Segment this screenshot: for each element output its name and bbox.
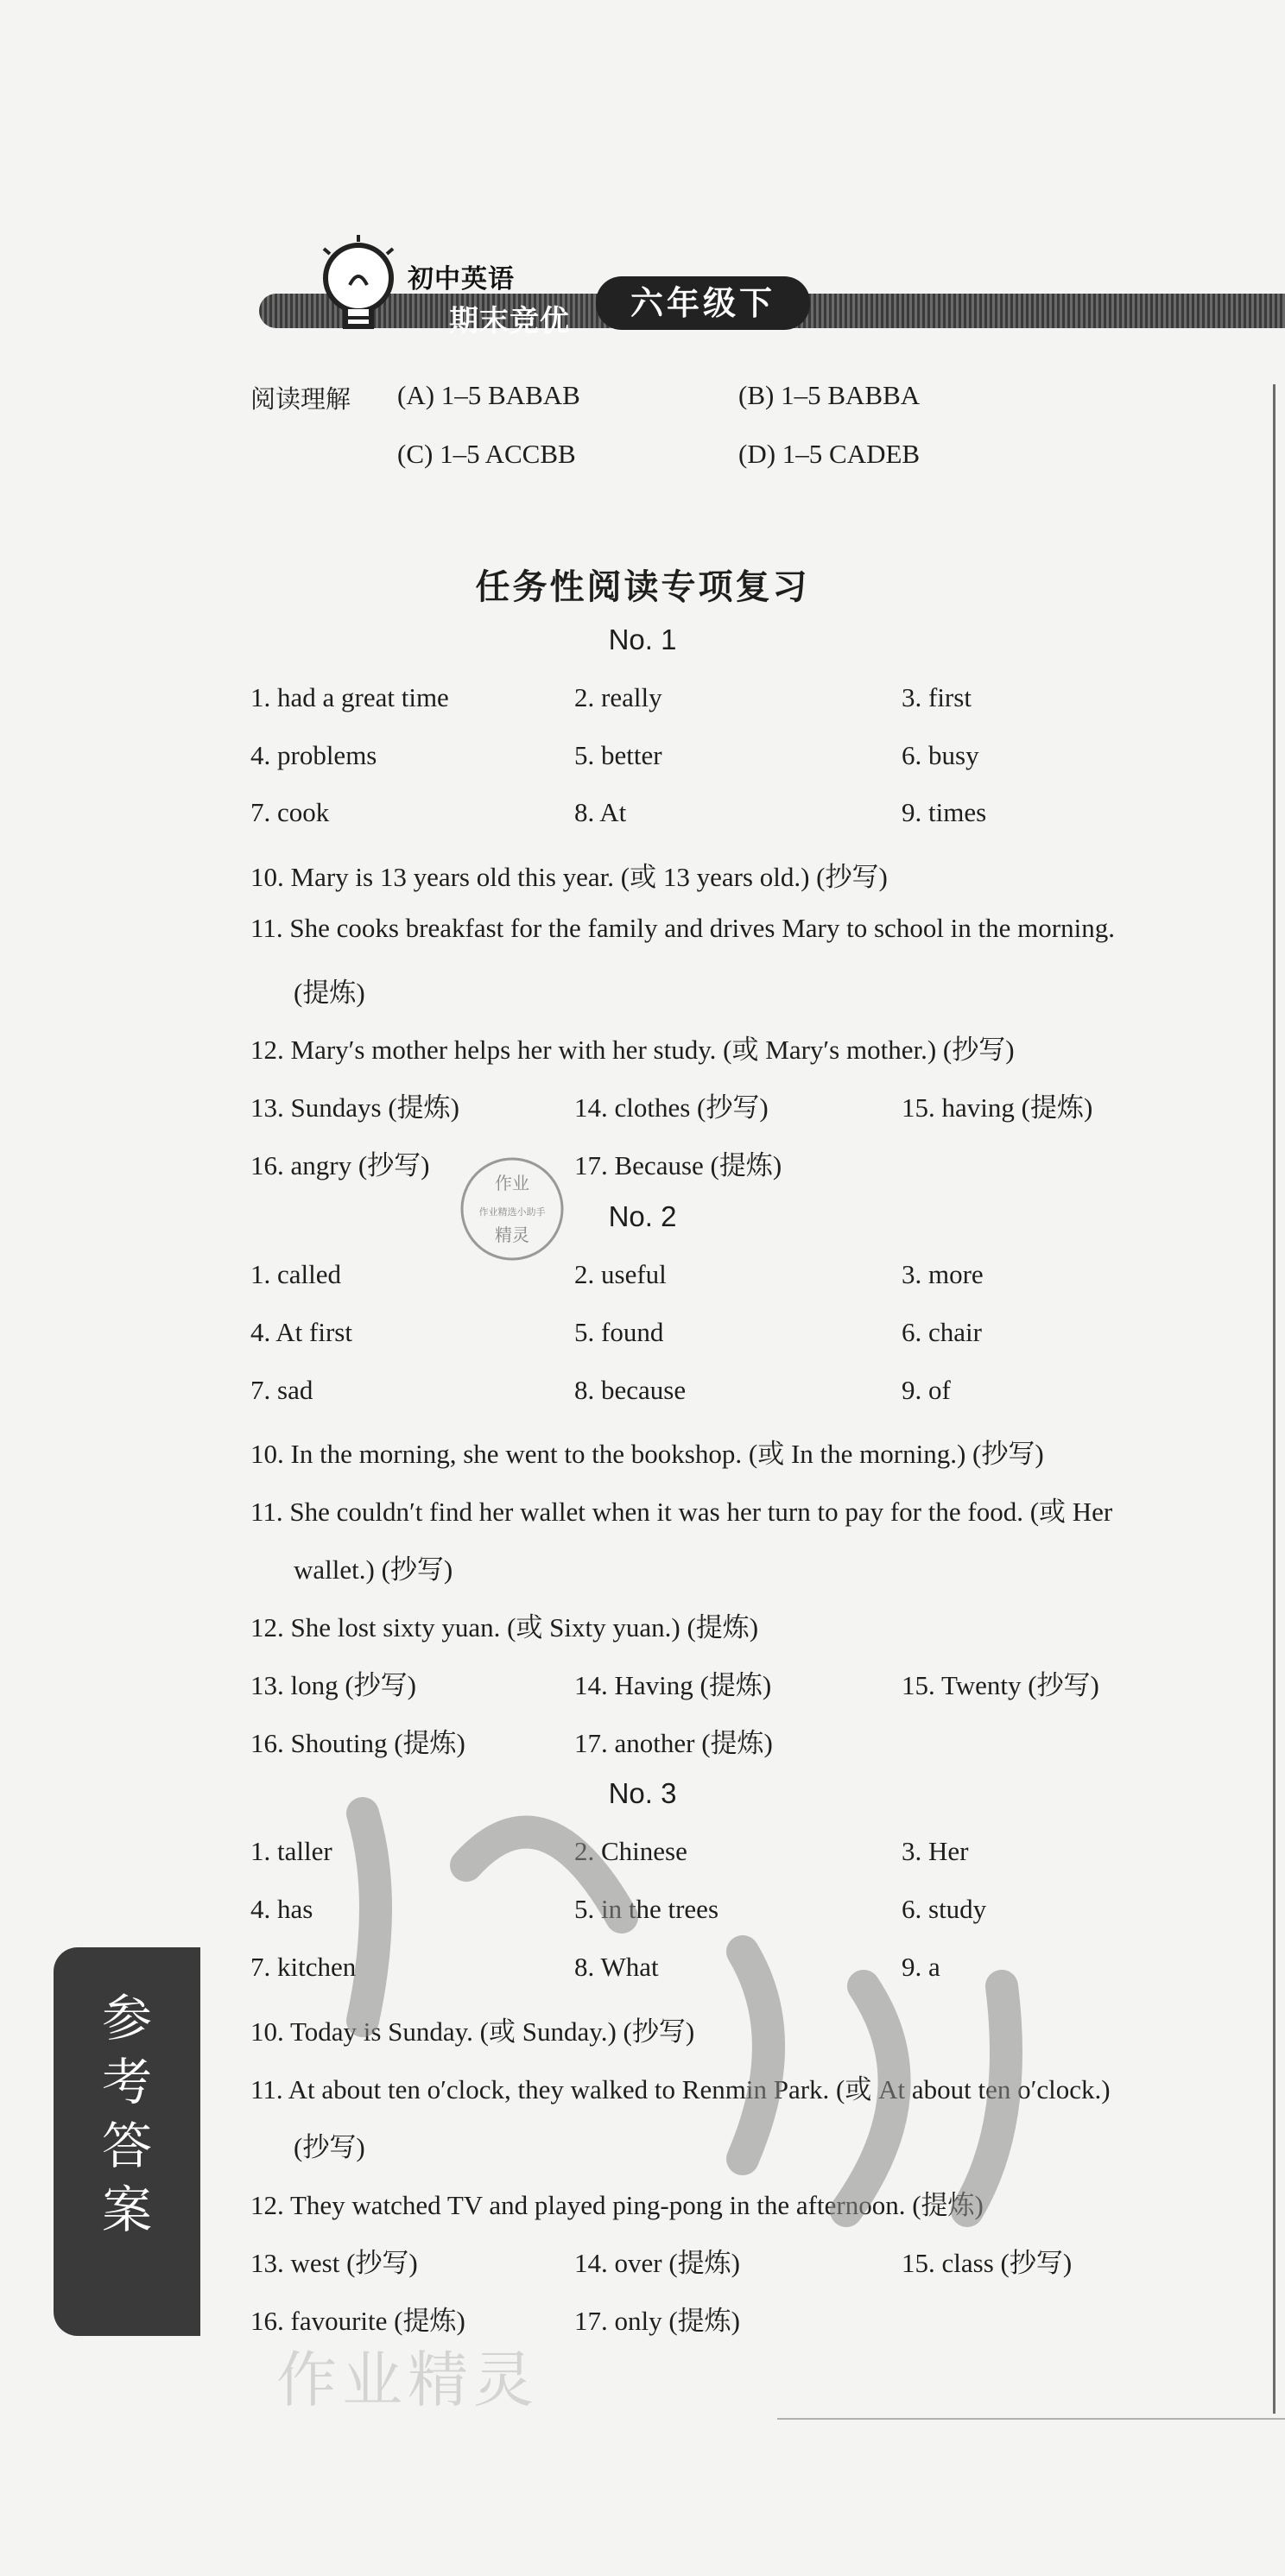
- answer-item: 15. Twenty (抄写): [902, 1670, 1099, 1700]
- answer-item: 3. first: [902, 682, 972, 712]
- answer-item: 3. more: [902, 1259, 984, 1289]
- brand-title: 期末竞优: [449, 304, 570, 339]
- answer-item: 15. having (提炼): [902, 1092, 1093, 1123]
- answer-line: 11. She cooks breakfast for the family and drives Mary to school in the morning.: [250, 913, 1115, 943]
- answer-item: 17. Because (提炼): [574, 1150, 782, 1180]
- answer-item: 9. a: [902, 1952, 940, 1982]
- answer-item: 8. At: [574, 797, 627, 827]
- answer-key-tab-label: 参考答案: [101, 1989, 152, 2239]
- reading-answer-a: (A) 1–5 BABAB: [397, 380, 580, 410]
- answer-item: 1. called: [250, 1259, 342, 1289]
- answer-item: 5. in the trees: [574, 1894, 719, 1924]
- reading-answer-c: (C) 1–5 ACCBB: [397, 439, 576, 469]
- answer-item: 2. useful: [574, 1259, 667, 1289]
- stamp-bottom-text: 精灵: [495, 1225, 529, 1245]
- answer-item: 16. favourite (提炼): [250, 2306, 465, 2336]
- answer-item: 14. Having (提炼): [574, 1670, 772, 1700]
- answer-item: 16. Shouting (提炼): [250, 1728, 465, 1758]
- reading-label: 阅读理解: [250, 384, 351, 414]
- answer-item: 13. Sundays (提炼): [250, 1092, 459, 1123]
- watermark-label: 作业精灵: [276, 2345, 539, 2415]
- answer-item: 2. Chinese: [574, 1836, 687, 1866]
- answer-item: 5. found: [574, 1317, 664, 1347]
- answer-line: 11. At about ten o′clock, they walked to Renmin Park. (或 At about ten o′clock.): [250, 2074, 1111, 2104]
- answer-item: 5. better: [574, 740, 662, 770]
- answer-item: 7. kitchen: [250, 1952, 357, 1982]
- answer-item: 7. sad: [250, 1375, 313, 1405]
- answer-item: 13. west (抄写): [250, 2248, 418, 2278]
- answer-item: 8. What: [574, 1952, 659, 1982]
- answer-line: 12. She lost sixty yuan. (或 Sixty yuan.) (提炼): [250, 1612, 759, 1642]
- answer-item: 8. because: [574, 1375, 687, 1405]
- watermark-scribble: [259, 1762, 1105, 2263]
- answer-item: 3. Her: [902, 1836, 969, 1866]
- answer-line: 12. They watched TV and played ping-pong in the afternoon. (提炼): [250, 2190, 984, 2220]
- answer-item: 17. only (提炼): [574, 2306, 741, 2336]
- section-title: 任务性阅读专项复习: [475, 567, 810, 607]
- reading-answer-d: (D) 1–5 CADEB: [738, 439, 921, 469]
- answer-line: 10. Today is Sunday. (或 Sunday.) (抄写): [250, 2016, 695, 2047]
- reading-answer-b: (B) 1–5 BABBA: [738, 380, 921, 410]
- answer-item: 14. over (提炼): [574, 2248, 740, 2278]
- answer-item: 6. busy: [902, 740, 979, 770]
- answer-line-cont: wallet.) (抄写): [294, 1554, 453, 1585]
- answer-item: 4. problems: [250, 740, 377, 770]
- answer-item: 9. times: [902, 797, 987, 827]
- answer-item: 16. angry (抄写): [250, 1150, 430, 1180]
- watermark-text: [276, 2332, 539, 2419]
- answer-item: 1. had a great time: [250, 682, 449, 712]
- no3-title: No. 3: [608, 1777, 677, 1809]
- answer-item: 15. class (抄写): [902, 2248, 1073, 2278]
- lightbulb-icon: [311, 233, 406, 345]
- answer-line: 10. Mary is 13 years old this year. (或 13 years old.) (抄写): [250, 862, 888, 892]
- stamp-middle-text: 作业精选小助手: [478, 1206, 546, 1218]
- no2-title: No. 2: [608, 1200, 677, 1232]
- answer-line-cont: (提炼): [294, 978, 365, 1008]
- grade-badge: 六年级下: [596, 276, 810, 330]
- answer-item: 4. At first: [250, 1317, 352, 1347]
- page-edge-rule: [1273, 384, 1276, 2414]
- answer-item: 17. another (提炼): [574, 1728, 773, 1758]
- answer-item: 2. really: [574, 682, 662, 712]
- answer-item: 14. clothes (抄写): [574, 1092, 769, 1123]
- answer-line-cont: (抄写): [294, 2132, 365, 2162]
- answer-item: 9. of: [902, 1375, 951, 1405]
- answer-line: 10. In the morning, she went to the bookshop. (或 In the morning.) (抄写): [250, 1439, 1044, 1469]
- brand-subtitle: 初中英语: [408, 264, 515, 294]
- answer-item: 7. cook: [250, 797, 330, 827]
- answer-line: 11. She couldn′t find her wallet when it was her turn to pay for the food. (或 Her: [250, 1497, 1113, 1527]
- answer-item: 6. study: [902, 1894, 987, 1924]
- page-bottom-rule: [777, 2418, 1285, 2420]
- answer-item: 13. long (抄写): [250, 1670, 417, 1700]
- no1-title: No. 1: [608, 623, 677, 655]
- answer-line: 12. Mary′s mother helps her with her study. (或 Mary′s mother.) (抄写): [250, 1035, 1015, 1065]
- answer-item: 4. has: [250, 1894, 313, 1924]
- stamp-top-text: 作业: [495, 1173, 529, 1193]
- answer-item: 6. chair: [902, 1317, 982, 1347]
- answer-item: 1. taller: [250, 1836, 332, 1866]
